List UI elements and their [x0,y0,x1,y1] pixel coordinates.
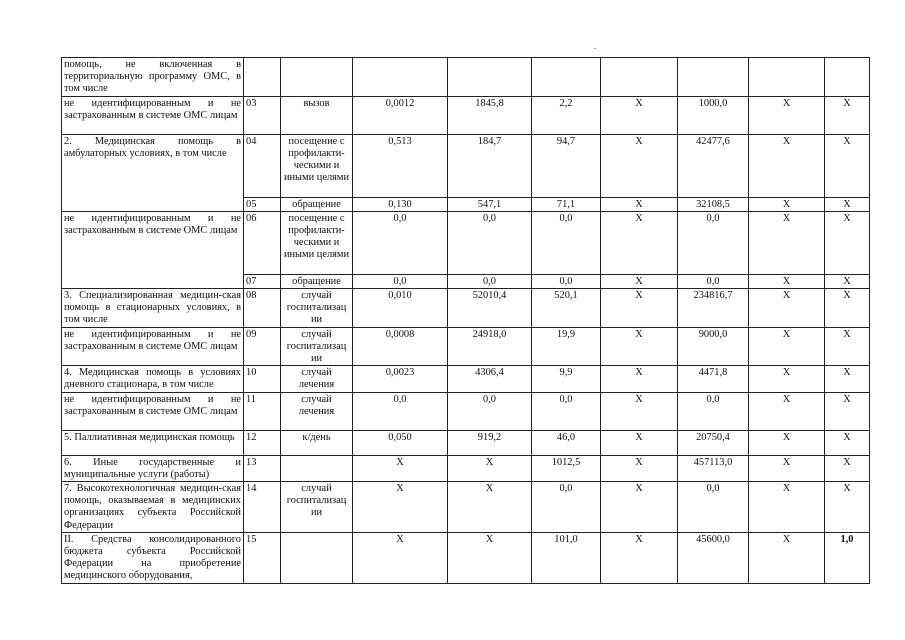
value-cell: 184,7 [448,134,532,197]
value-cell: 0,130 [353,197,448,211]
value-cell: 9,9 [532,366,601,392]
row-name: не идентифицированным и не застрахованным в системе ОМС лицам [62,211,244,288]
value-cell: X [749,211,825,274]
value-cell: 94,7 [532,134,601,197]
row-name: 2. Медицинская помощь в амбулаторных условиях, в том числе [62,134,244,211]
value-cell: 0,050 [353,430,448,455]
table-row [62,327,870,366]
value-cell: X [749,532,825,583]
value-cell: X [825,430,870,455]
value-cell: X [749,96,825,134]
value-cell [601,58,678,97]
row-name: 7. Высокотехнологичная медицин-ская помощь, оказываемая в медицинских организациях субъекта Российской Федерации [62,482,244,533]
value-cell: X [749,455,825,481]
value-cell: X [601,532,678,583]
value-cell: 42477,6 [678,134,749,197]
value-cell: X [749,392,825,430]
row-name: 6. Иные государственные и муниципальные услуги (работы) [62,455,244,481]
value-cell: 19,9 [532,327,601,366]
unit-cell: к/день [281,430,353,455]
row-number: 08 [244,289,281,328]
table-row [62,134,870,197]
scan-speck [594,48,596,49]
value-cell: X [825,96,870,134]
table-row [62,289,870,328]
value-cell [749,58,825,97]
value-cell: 0,0 [448,274,532,288]
value-cell: 2,2 [532,96,601,134]
value-cell: 0,0 [353,392,448,430]
value-cell [825,58,870,97]
value-cell: 0,0 [448,211,532,274]
row-number: 03 [244,96,281,134]
unit-cell: посещение с профилакти-ческими и иными целями [281,211,353,274]
row-name: не идентифицированным и не застрахованным в системе ОМС лицам [62,327,244,366]
value-cell: 0,0 [678,274,749,288]
row-number: 14 [244,482,281,533]
value-cell: X [601,211,678,274]
row-number: 11 [244,392,281,430]
value-cell: X [601,482,678,533]
row-number: 09 [244,327,281,366]
row-number: 12 [244,430,281,455]
value-cell: 0,0008 [353,327,448,366]
value-cell: X [749,197,825,211]
unit-cell: обращение [281,197,353,211]
unit-cell: случай госпитализац ии [281,482,353,533]
value-cell [532,58,601,97]
row-number: 07 [244,274,281,288]
value-cell: X [825,197,870,211]
row-name: помощь, не включенная в территориальную программу ОМС, в том числе [62,58,244,97]
value-cell: X [448,532,532,583]
row-name: II. Средства консолидированного бюджета субъекта Российской Федерации на приобретение медицинского оборудования, [62,532,244,583]
value-cell: X [825,289,870,328]
value-cell: 45600,0 [678,532,749,583]
value-cell: 0,0 [353,211,448,274]
row-number: 06 [244,211,281,274]
unit-cell: случай госпитализац ии [281,327,353,366]
row-name: не идентифицированным и не застрахованным в системе ОМС лицам [62,392,244,430]
value-cell: 0,0 [448,392,532,430]
unit-cell: посещение с профилакти-ческими и иными целями [281,134,353,197]
table-row [62,430,870,455]
value-cell: 234816,7 [678,289,749,328]
value-cell: 0,0 [532,392,601,430]
value-cell: X [749,134,825,197]
value-cell: 520,1 [532,289,601,328]
value-cell: X [601,197,678,211]
value-cell: X [601,289,678,328]
value-cell: X [601,455,678,481]
value-cell: X [749,430,825,455]
value-cell: X [353,455,448,481]
value-cell: X [749,274,825,288]
value-cell: X [601,430,678,455]
value-cell: X [749,366,825,392]
table-row [62,482,870,533]
table-row [62,532,870,583]
value-cell [448,58,532,97]
row-name: 5. Паллиативная медицинская помощь [62,430,244,455]
value-cell: 46,0 [532,430,601,455]
unit-cell: случай лечения [281,366,353,392]
value-cell: X [601,96,678,134]
table-row [62,96,870,134]
value-cell: X [749,327,825,366]
value-cell: 4306,4 [448,366,532,392]
value-cell: X [825,392,870,430]
table-row [62,58,870,97]
unit-cell: обращение [281,274,353,288]
value-cell: 457113,0 [678,455,749,481]
value-cell: X [353,532,448,583]
value-cell: X [601,366,678,392]
value-cell: 1,0 [825,532,870,583]
row-name: не идентифицированным и не застрахованным в системе ОМС лицам [62,96,244,134]
value-cell: X [353,482,448,533]
unit-cell [281,58,353,97]
value-cell: X [749,289,825,328]
value-cell: X [448,482,532,533]
value-cell: 0,010 [353,289,448,328]
value-cell: 0,0 [678,482,749,533]
value-cell: 0,0023 [353,366,448,392]
value-cell: X [601,274,678,288]
value-cell: X [749,482,825,533]
value-cell: 0,0 [532,274,601,288]
value-cell: 0,0 [678,211,749,274]
unit-cell [281,532,353,583]
value-cell: 547,1 [448,197,532,211]
value-cell: X [601,327,678,366]
value-cell: 919,2 [448,430,532,455]
unit-cell: вызов [281,96,353,134]
value-cell: 0,0 [532,211,601,274]
row-number: 05 [244,197,281,211]
unit-cell: случай госпитализац ии [281,289,353,328]
table-row [62,455,870,481]
value-cell: X [825,274,870,288]
value-cell: 32108,5 [678,197,749,211]
value-cell: 1845,8 [448,96,532,134]
value-cell: 52010,4 [448,289,532,328]
row-number [244,58,281,97]
value-cell: X [825,327,870,366]
value-cell: 24918,0 [448,327,532,366]
value-cell: X [825,455,870,481]
value-cell: 101,0 [532,532,601,583]
value-cell [353,58,448,97]
table-row [62,211,870,274]
value-cell: X [825,482,870,533]
value-cell: 0,0 [678,392,749,430]
value-cell: 20750,4 [678,430,749,455]
value-cell: X [601,134,678,197]
value-cell: X [448,455,532,481]
value-cell: 4471,8 [678,366,749,392]
row-name: 3. Специализированная медицин-ская помощь в стационарных условиях, в том числе [62,289,244,328]
value-cell: X [601,392,678,430]
value-cell: 0,0 [353,274,448,288]
value-cell: X [825,366,870,392]
value-cell: X [825,211,870,274]
unit-cell: случай лечения [281,392,353,430]
value-cell: 0,0 [532,482,601,533]
row-number: 10 [244,366,281,392]
row-number: 04 [244,134,281,197]
row-number: 15 [244,532,281,583]
value-cell: 0,513 [353,134,448,197]
value-cell [678,58,749,97]
value-cell: 1000,0 [678,96,749,134]
table-row [62,366,870,392]
value-cell: X [825,134,870,197]
value-cell: 0,0012 [353,96,448,134]
row-number: 13 [244,455,281,481]
value-cell: 1012,5 [532,455,601,481]
table-row [62,392,870,430]
value-cell: 71,1 [532,197,601,211]
financing-table [61,57,870,584]
unit-cell [281,455,353,481]
row-name: 4. Медицинская помощь в условиях дневного стационара, в том числе [62,366,244,392]
value-cell: 9000,0 [678,327,749,366]
